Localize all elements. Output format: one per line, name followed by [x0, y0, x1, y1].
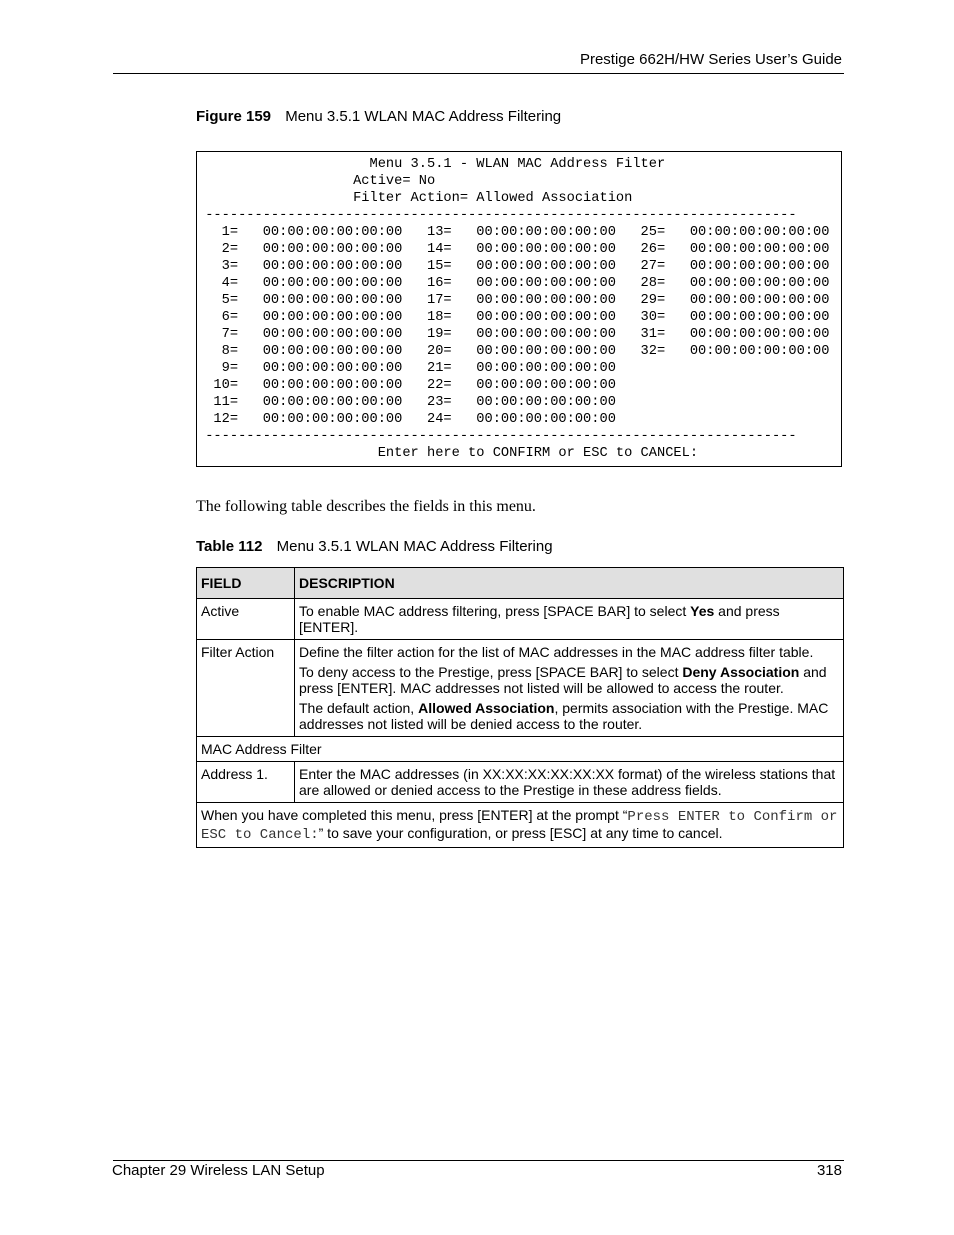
page-number: 318: [816, 1162, 842, 1179]
terminal-screen: [196, 151, 842, 467]
table-title: Menu 3.5.1 WLAN MAC Address Filtering: [276, 538, 553, 555]
terminal-line: 2= 00:00:00:00:00:00 14= 00:00:00:00:00:00 26= 00:00:00:00:00:00: [197, 242, 830, 257]
terminal-line: ------------------------------------------------------------------------: [197, 208, 797, 223]
table-header-row: [197, 568, 844, 599]
field-description-table: [196, 567, 844, 848]
terminal-line: 10= 00:00:00:00:00:00 22= 00:00:00:00:00:00: [197, 378, 616, 393]
terminal-line: Enter here to CONFIRM or ESC to CANCEL:: [197, 446, 699, 461]
field-name: Address 1.: [197, 762, 295, 803]
table-label: Table 112: [196, 538, 263, 555]
table-section-row: [197, 737, 844, 762]
field-description: Enter the MAC addresses (in XX:XX:XX:XX:XX:XX format) of the wireless stations that are allowed or denied access to the Prestige in these address fields.: [295, 762, 844, 803]
field-name: Filter Action: [197, 640, 295, 737]
terminal-line: Menu 3.5.1 - WLAN MAC Address Filter: [197, 157, 666, 172]
terminal-line: Active= No: [197, 174, 436, 189]
footer-chapter: Chapter 29 Wireless LAN Setup: [112, 1162, 325, 1179]
terminal-line: 6= 00:00:00:00:00:00 18= 00:00:00:00:00:00 30= 00:00:00:00:00:00: [197, 310, 830, 325]
terminal-line: 9= 00:00:00:00:00:00 21= 00:00:00:00:00:00: [197, 361, 616, 376]
description-column-header: DESCRIPTION: [295, 568, 844, 599]
field-name: Active: [197, 599, 295, 640]
field-description: To enable MAC address filtering, press [SPACE BAR] to select Yes and press [ENTER].: [295, 599, 844, 640]
table-caption: [196, 538, 553, 555]
field-description: Define the filter action for the list of MAC addresses in the MAC address filter table. To deny access to the Prestige, press [SPACE BAR] to select Deny Association and press [ENTER]. MAC addresses not listed will be allowed to access the router. The default action, Allowed Association, permits association with the Prestige. MAC addresses not listed will be denied access to the router.: [295, 640, 844, 737]
table-row: [197, 762, 844, 803]
figure-caption: [196, 108, 561, 125]
terminal-line: 3= 00:00:00:00:00:00 15= 00:00:00:00:00:00 27= 00:00:00:00:00:00: [197, 259, 830, 274]
footer-divider: [113, 1160, 844, 1161]
field-column-header: FIELD: [197, 568, 295, 599]
terminal-line: 12= 00:00:00:00:00:00 24= 00:00:00:00:00:00: [197, 412, 616, 427]
intro-paragraph: The following table describes the fields in this menu.: [196, 498, 536, 515]
terminal-line: ------------------------------------------------------------------------: [197, 429, 797, 444]
table-row: [197, 640, 844, 737]
terminal-line: 5= 00:00:00:00:00:00 17= 00:00:00:00:00:00 29= 00:00:00:00:00:00: [197, 293, 830, 308]
table-footer-note: When you have completed this menu, press [ENTER] at the prompt “Press ENTER to Confirm or ESC to Cancel:” to save your configuration, or press [ESC] at any time to cancel.: [197, 803, 844, 848]
terminal-line: 4= 00:00:00:00:00:00 16= 00:00:00:00:00:00 28= 00:00:00:00:00:00: [197, 276, 830, 291]
header-divider: [113, 73, 844, 74]
terminal-line: 7= 00:00:00:00:00:00 19= 00:00:00:00:00:00 31= 00:00:00:00:00:00: [197, 327, 830, 342]
section-label: MAC Address Filter: [197, 737, 844, 762]
terminal-line: 11= 00:00:00:00:00:00 23= 00:00:00:00:00:00: [197, 395, 616, 410]
terminal-line: Filter Action= Allowed Association: [197, 191, 633, 206]
terminal-line: 1= 00:00:00:00:00:00 13= 00:00:00:00:00:00 25= 00:00:00:00:00:00: [197, 225, 830, 240]
running-header-title: Prestige 662H/HW Series User’s Guide: [579, 51, 842, 68]
figure-label: Figure 159: [196, 108, 272, 125]
terminal-line: 8= 00:00:00:00:00:00 20= 00:00:00:00:00:00 32= 00:00:00:00:00:00: [197, 344, 830, 359]
table-row: [197, 599, 844, 640]
figure-title: Menu 3.5.1 WLAN MAC Address Filtering: [285, 108, 562, 125]
table-footer-row: [197, 803, 844, 848]
